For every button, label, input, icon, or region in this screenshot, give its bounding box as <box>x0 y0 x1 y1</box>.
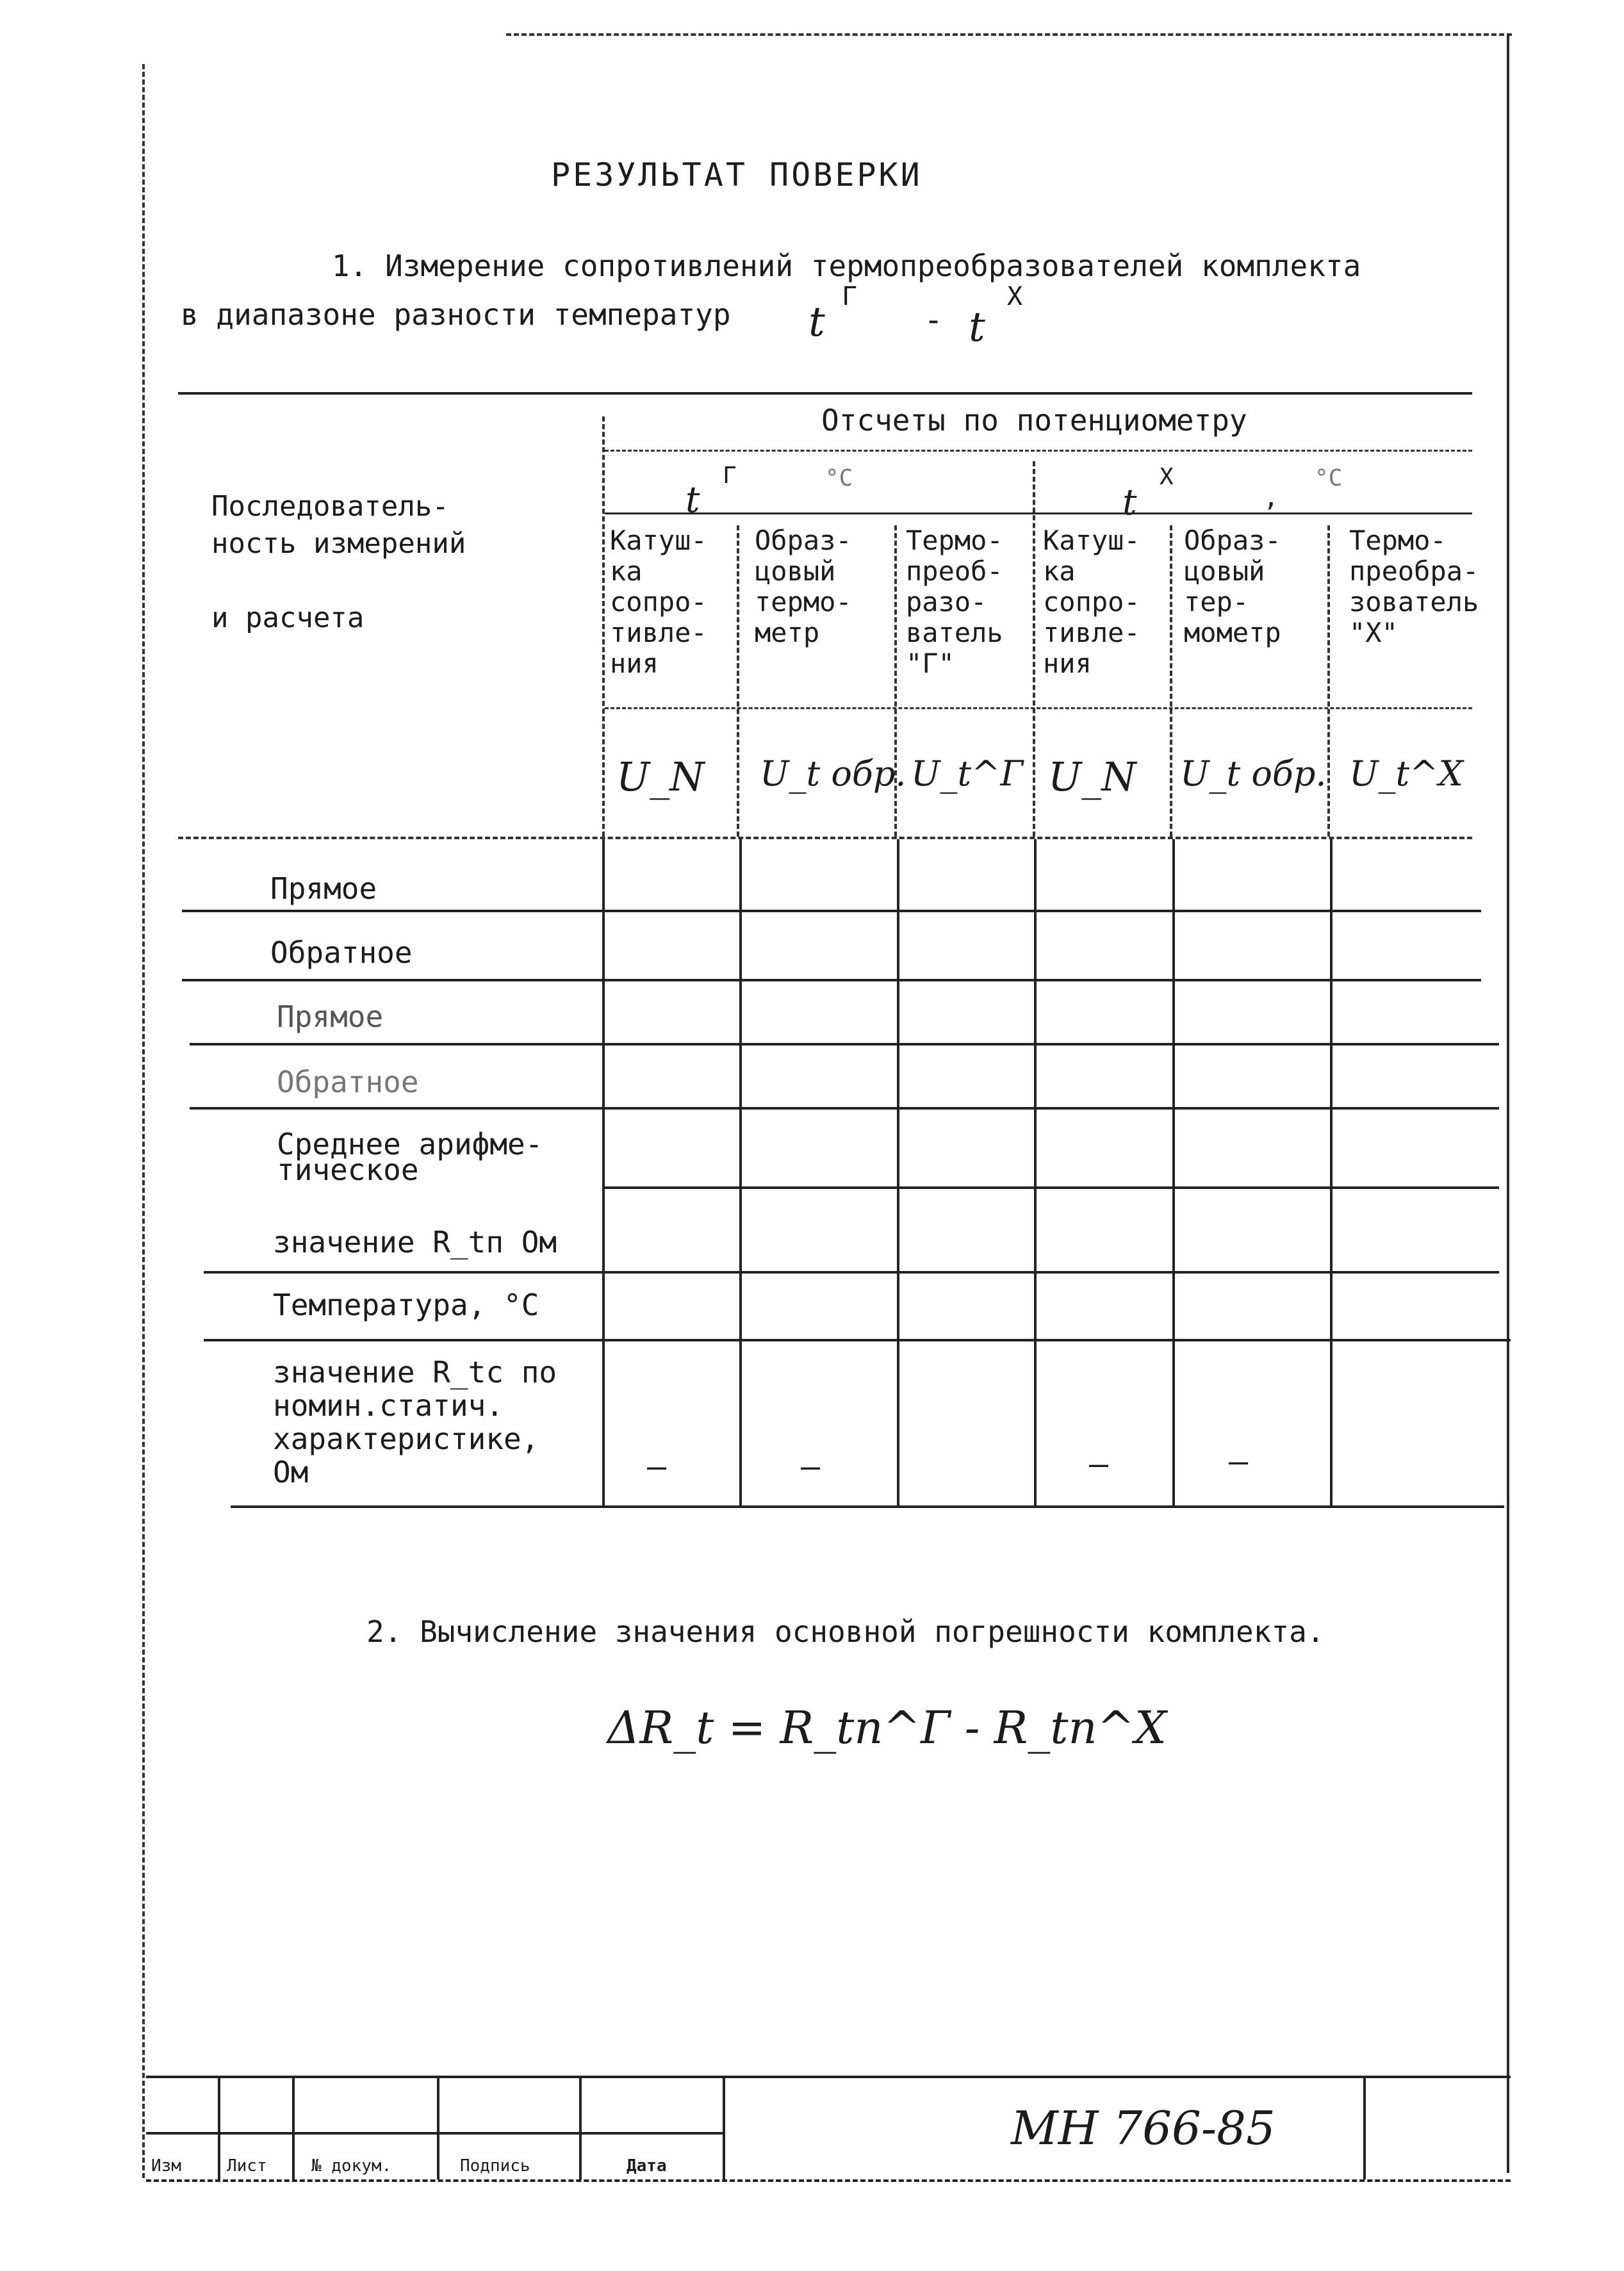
sub-hot-unit: °C <box>825 465 853 491</box>
minus-sign: - <box>924 301 944 338</box>
row-line-4 <box>190 1107 1499 1110</box>
t-cold-symbol: t <box>969 304 985 351</box>
dash-cell-3: — <box>1089 1445 1109 1482</box>
stamp-v4 <box>579 2076 582 2179</box>
vline-h-0 <box>602 416 605 837</box>
row-label-3: Прямое <box>277 999 384 1034</box>
stamp-label-date: Дата <box>627 2156 667 2176</box>
row-line-7 <box>204 1339 1511 1341</box>
row-label-4: Обратное <box>277 1065 419 1099</box>
vline-h-4 <box>1170 525 1172 837</box>
row-line-6 <box>204 1271 1499 1274</box>
vline-b-1 <box>739 839 742 1507</box>
col-symbol-2: U_t обр. <box>760 753 906 794</box>
group-header-line <box>605 450 1472 452</box>
row-label-1: Прямое <box>270 871 377 906</box>
sub-cold-sup: Х <box>1160 464 1174 490</box>
col-header-4: Катуш- ка сопро- тивле- ния <box>1043 525 1140 679</box>
title-block <box>146 2076 1511 2185</box>
col-symbol-1: U_N <box>616 753 705 800</box>
col-symbol-4: U_N <box>1048 753 1136 800</box>
sub-cold-comma: , <box>1263 483 1279 512</box>
col-header-bottom-line <box>605 707 1472 709</box>
col-seq-header: Последователь- ность измерений и расчета <box>211 490 466 634</box>
col-symbol-6: U_t^X <box>1349 753 1463 794</box>
stamp-v1 <box>218 2076 220 2179</box>
sub-header-cold <box>1122 456 1379 523</box>
stamp-top-line <box>146 2076 1511 2078</box>
row-line-5 <box>602 1186 1499 1189</box>
col-symbol-5: U_t обр. <box>1180 753 1327 794</box>
vline-b-4 <box>1172 839 1175 1507</box>
group-header: Отсчеты по потенциометру <box>821 403 1247 438</box>
stamp-v3 <box>437 2076 439 2179</box>
section1-line2: в диапазоне разности температур <box>181 297 731 332</box>
row-line-3 <box>190 1043 1499 1045</box>
row-label-2: Обратное <box>270 935 413 970</box>
sub-header-line <box>605 512 1472 514</box>
stamp-label-sign: Подпись <box>460 2156 530 2176</box>
stamp-v2 <box>292 2076 295 2179</box>
stamp-bottom-line <box>146 2179 1511 2182</box>
dash-cell-1: — <box>647 1448 667 1485</box>
stamp-v6 <box>1363 2076 1366 2179</box>
row-line-2 <box>182 979 1481 981</box>
stamp-label-doc: № докум. <box>311 2156 392 2176</box>
sub-hot-sup: Г <box>723 463 737 489</box>
sub-hot-t: t <box>685 479 700 521</box>
page-title: РЕЗУЛЬТАТ ПОВЕРКИ <box>551 156 923 193</box>
stamp-mid-line <box>146 2132 723 2135</box>
table-top-line <box>178 392 1472 395</box>
vline-h-3 <box>1033 461 1035 837</box>
col-header-2: Образ- цовый термо- метр <box>755 525 852 648</box>
section1-line1: 1. Измерение сопротивлений термопреобразователей комплекта <box>332 249 1361 283</box>
sub-cold-unit: °C <box>1315 465 1343 491</box>
t-hot-symbol: t <box>808 299 825 346</box>
t-cold-sup: Х <box>1007 282 1023 311</box>
row-label-5: Среднее арифме- тическое <box>277 1127 543 1187</box>
row-label-8: значение R_tс по номин.статич. характеристике, Ом <box>273 1355 557 1489</box>
vline-b-0 <box>602 839 605 1507</box>
vline-h-5 <box>1327 525 1330 837</box>
col-header-6: Термо- преобра- зователь "Х" <box>1349 525 1479 648</box>
section2-text: 2. Вычисление значения основной погрешности комплекта. <box>366 1614 1325 1649</box>
col-header-5: Образ- цовый тер- мометр <box>1184 525 1281 648</box>
row-label-6: значение R_tп Ом <box>273 1225 557 1259</box>
vline-h-1 <box>737 525 739 837</box>
vline-h-2 <box>894 525 897 837</box>
col-symbol-3: U_t^Г <box>911 753 1024 794</box>
sub-header-hot <box>685 456 878 521</box>
vline-b-2 <box>897 839 899 1507</box>
sub-cold-t: t <box>1122 482 1137 523</box>
row-line-1 <box>182 910 1481 912</box>
dash-cell-2: — <box>801 1448 821 1485</box>
col-header-3: Термо- преоб- разо- ватель "Г" <box>906 525 1003 679</box>
row-label-7: Температура, °С <box>273 1288 539 1322</box>
stamp-doc-number: МН 766-85 <box>1011 2101 1275 2155</box>
t-hot-sup: Г <box>842 282 858 311</box>
header-bottom-line <box>178 837 1472 839</box>
stamp-v5 <box>723 2076 725 2179</box>
stamp-label-list: Лист <box>227 2156 267 2176</box>
vline-b-3 <box>1034 839 1037 1507</box>
dash-cell-4: — <box>1229 1443 1249 1480</box>
formula: ΔR_t = R_tп^Г - R_tп^Х <box>607 1701 1167 1754</box>
vline-b-5 <box>1330 839 1333 1507</box>
stamp-label-izm: Изм <box>151 2156 181 2176</box>
table-bottom-line <box>231 1505 1504 1508</box>
col-header-1: Катуш- ка сопро- тивле- ния <box>610 525 707 679</box>
